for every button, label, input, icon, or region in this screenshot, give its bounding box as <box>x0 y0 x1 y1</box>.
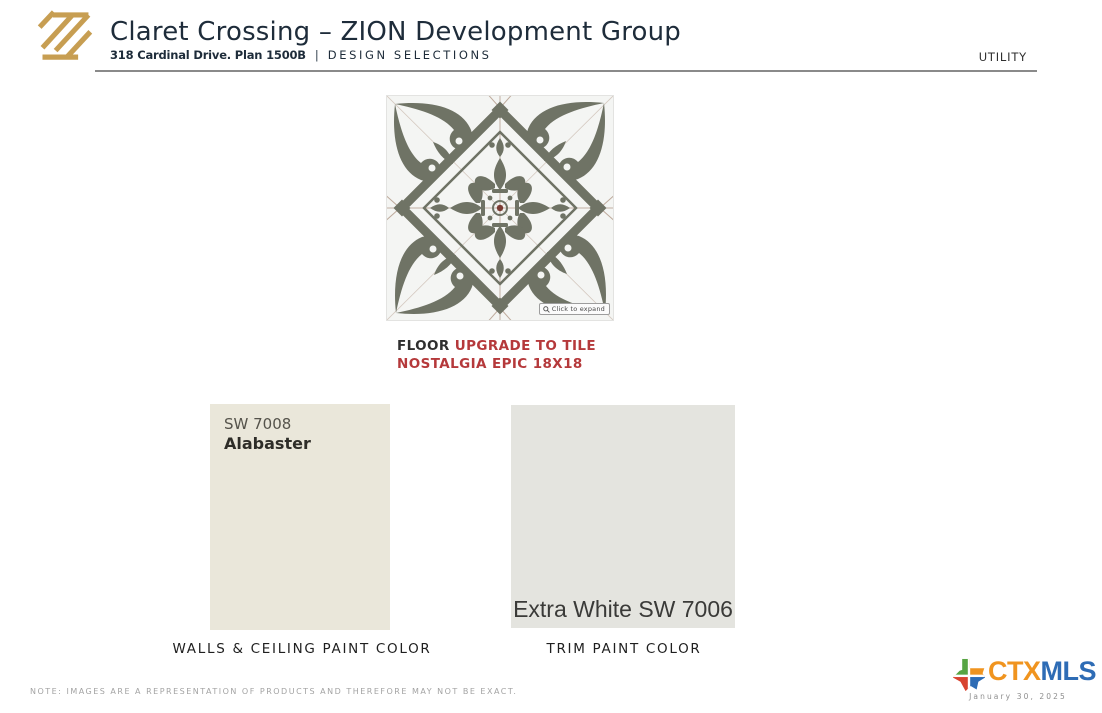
plan-address: 318 Cardinal Drive. Plan 1500B <box>110 48 306 62</box>
ctxmls-wordmark <box>988 656 1096 687</box>
design-selections-label: DESIGN SELECTIONS <box>327 48 492 62</box>
tile-caption <box>397 338 596 373</box>
magnifier-icon <box>543 306 550 313</box>
walls-paint-label: WALLS & CEILING PAINT COLOR <box>172 641 432 657</box>
zion-monogram-icon <box>35 5 95 68</box>
trim-paint-label: TRIM PAINT COLOR <box>546 641 702 657</box>
tile-product-image <box>386 95 614 321</box>
disclaimer-note: NOTE: IMAGES ARE A REPRESENTATION OF PRODUCTS AND THEREFORE MAY NOT BE EXACT. <box>30 687 518 696</box>
swatch-code: SW 7008 <box>224 415 292 433</box>
tile-caption-line2: NOSTALGIA EPIC 18X18 <box>397 355 583 372</box>
swatch-name: Alabaster <box>224 434 311 453</box>
page-subtitle <box>110 48 681 62</box>
trim-paint-swatch <box>511 405 735 628</box>
brand-date: January 30, 2025 <box>969 692 1067 701</box>
tile-pattern-graphic <box>387 96 613 320</box>
walls-paint-swatch <box>210 404 390 630</box>
page-title: Claret Crossing – ZION Development Group <box>110 17 681 47</box>
ctxmls-brand <box>950 656 1096 702</box>
click-to-expand-badge[interactable] <box>539 303 610 315</box>
header-rule <box>95 70 1037 72</box>
texas-map-icon <box>952 658 986 696</box>
caption-floor-label: FLOOR <box>397 338 450 354</box>
subtitle-divider: | <box>314 48 319 62</box>
swatch-name: Extra White SW 7006 <box>513 596 733 622</box>
tile-caption-line1 <box>397 338 596 356</box>
ctx-text: CTX <box>988 656 1041 686</box>
header-text <box>110 17 681 62</box>
mls-text: MLS <box>1040 656 1096 686</box>
room-label: UTILITY <box>978 50 1027 64</box>
caption-upgrade-text: UPGRADE TO TILE <box>454 338 597 354</box>
badge-label: Click to expand <box>551 305 605 313</box>
